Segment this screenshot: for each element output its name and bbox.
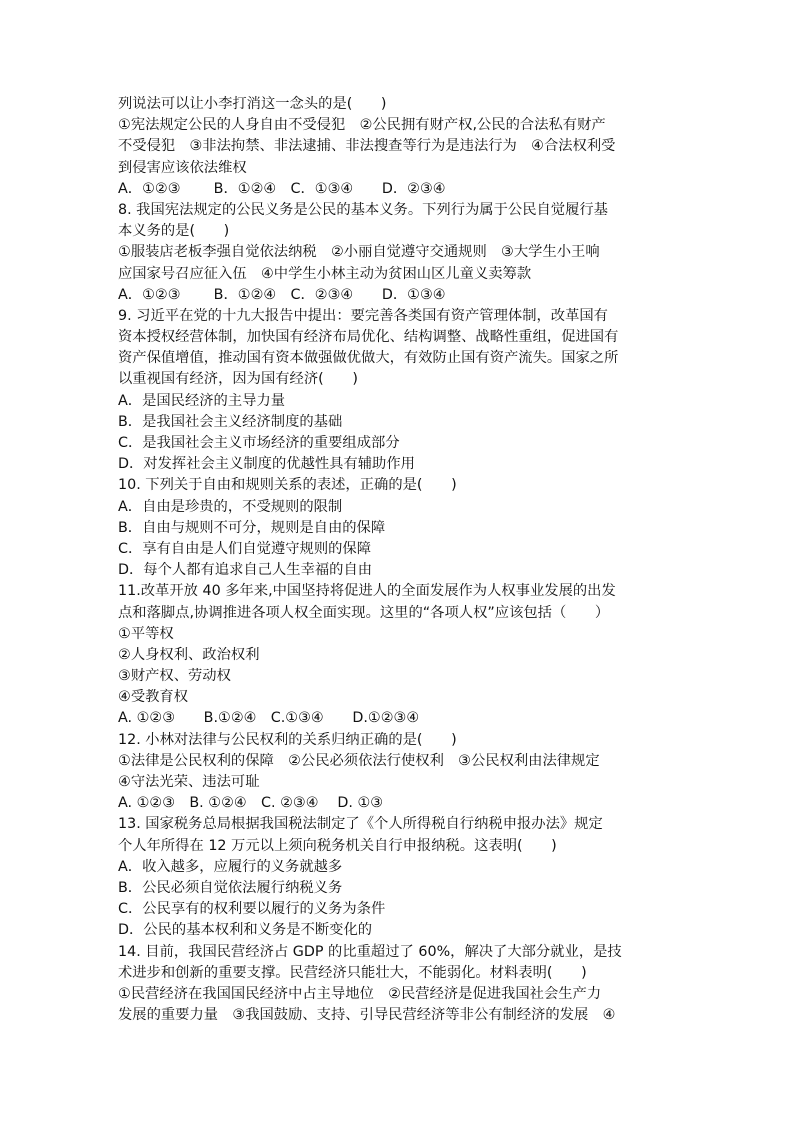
text-line: 不受侵犯 ③非法拘禁、非法逮捕、非法搜查等行为是违法行为 ④合法权利受 — [118, 138, 616, 155]
option-a: A．是国民经济的主导力量 — [118, 392, 286, 409]
statement-4: ④受教育权 — [118, 689, 189, 706]
text-line: 术进步和创新的重要支撑。民营经济只能壮大，不能弱化。材料表明( ) — [118, 964, 587, 981]
document-body — [118, 94, 680, 1026]
statement-2: ②人身权利、政治权利 — [118, 646, 260, 663]
text-line: 应国家号召应征入伍 ④中学生小林主动为贫困山区儿童义卖筹款 — [118, 265, 532, 282]
text-line: 资本授权经营体制，加快国有经济布局优化、结构调整、战略性重组，促进国有 — [118, 329, 619, 346]
question-8: 8. 我国宪法规定的公民义务是公民的基本义务。下列行为属于公民自觉履行基 — [118, 201, 608, 218]
text-line: 点和落脚点,协调推进各项人权全面实现。这里的“各项人权”应该包括（ ） — [118, 604, 610, 621]
text-line: ①民营经济在我国国民经济中占主导地位 ②民营经济是促进我国社会生产力 — [118, 985, 602, 1002]
option-d: D．公民的基本权利和义务是不断变化的 — [118, 922, 373, 939]
text-line: 列说法可以让小李打消这一念头的是( ) — [118, 96, 387, 112]
text-line: 发展的重要力量 ③我国鼓励、支持、引导民营经济等非公有制经济的发展 ④ — [118, 1007, 616, 1024]
option-b: B．是我国社会主义经济制度的基础 — [118, 413, 343, 430]
answer-options: A. ①②③ B.①②④ C.①③④ D.①②③④ — [118, 710, 420, 727]
option-b: B．公民必须自觉依法履行纳税义务 — [118, 879, 343, 896]
answer-options: A．①②③ B．①②④ C．②③④ D．①③④ — [118, 286, 446, 303]
option-a: A．收入越多，应履行的义务就越多 — [118, 858, 343, 875]
option-c: C．享有自由是人们自觉遵守规则的保障 — [118, 540, 372, 557]
option-b: B．自由与规则不可分，规则是自由的保障 — [118, 519, 386, 536]
question-10: 10. 下列关于自由和规则关系的表述，正确的是( ) — [118, 477, 457, 494]
option-c: C．公民享有的权利要以履行的义务为条件 — [118, 901, 386, 918]
statement-3: ③财产权、劳动权 — [118, 668, 231, 685]
option-d: D．每个人都有追求自己人生幸福的自由 — [118, 562, 373, 579]
question-9: 9. 习近平在党的十九大报告中提出：要完善各类国有资产管理体制，改革国有 — [118, 307, 608, 324]
text-line: 本义务的是( ) — [118, 223, 230, 240]
text-line: 资产保值增值，推动国有资本做强做优做大，有效防止国有资产流失。国家之所 — [118, 350, 619, 367]
option-d: D．对发挥社会主义制度的优越性具有辅助作用 — [118, 456, 415, 473]
answer-options: A．①②③ B．①②④ C．①③④ D．②③④ — [118, 180, 446, 197]
statement-1: ①平等权 — [118, 625, 174, 642]
option-a: A．自由是珍贵的，不受规则的限制 — [118, 498, 343, 515]
text-line: ①法律是公民权利的保障 ②公民必须依法行使权利 ③公民权利由法律规定 — [118, 752, 600, 769]
text-line: 到侵害应该依法维权 — [118, 159, 247, 176]
question-11: 11.改革开放 40 多年来,中国坚持将促进人的全面发展作为人权事业发展的出发 — [118, 583, 616, 600]
text-line: ①宪法规定公民的人身自由不受侵犯 ②公民拥有财产权,公民的合法私有财产 — [118, 117, 606, 134]
question-13: 13. 国家税务总局根据我国税法制定了《个人所得税自行纳税申报办法》规定 — [118, 816, 603, 833]
text-line: 以重视国有经济，因为国有经济( ) — [118, 371, 358, 388]
question-14: 14. 目前，我国民营经济占 GDP 的比重超过了 60%，解决了大部分就业，是技 — [118, 943, 622, 960]
option-c: C．是我国社会主义市场经济的重要组成部分 — [118, 435, 400, 451]
question-12: 12. 小林对法律与公民权利的关系归纳正确的是( ) — [118, 731, 457, 748]
text-line: ④守法光荣、违法可耻 — [118, 774, 260, 790]
text-line: ①服装店老板李强自觉依法纳税 ②小丽自觉遵守交通规则 ③大学生小王响 — [118, 244, 600, 261]
answer-options: A. ①②③ B. ①②④ C. ②③④ D. ①③ — [118, 795, 384, 812]
text-line: 个人年所得在 12 万元以上须向税务机关自行申报纳税。这表明( ) — [118, 837, 557, 854]
